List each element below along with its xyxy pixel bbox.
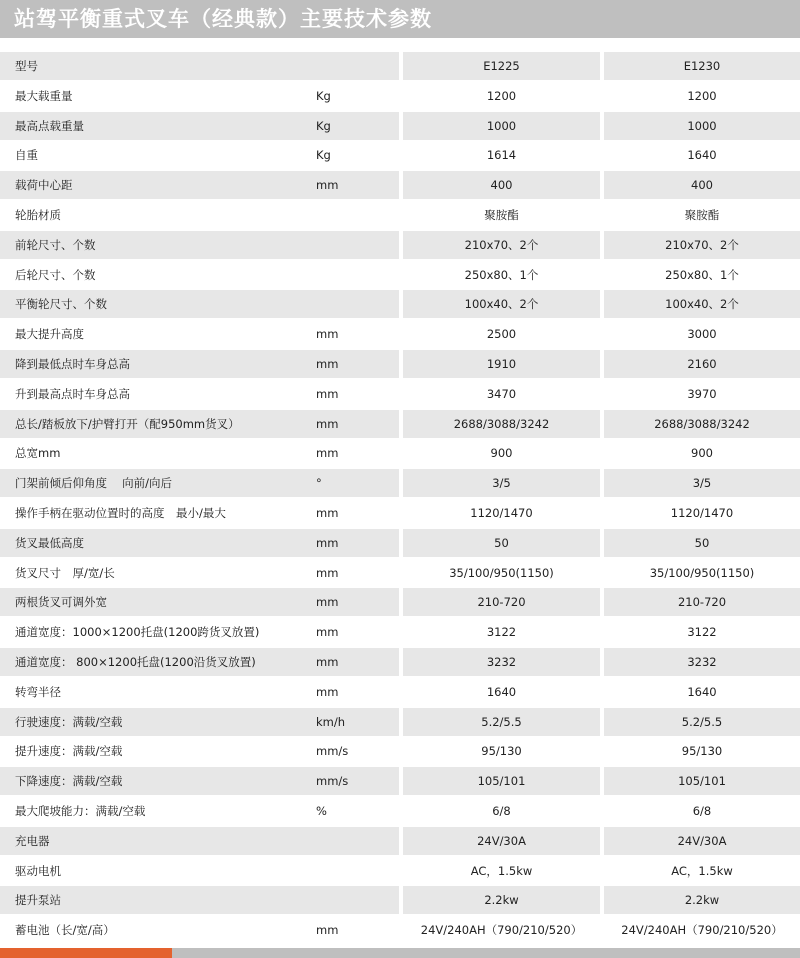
model-2-value-cell: 1640 xyxy=(687,148,717,163)
param-cell: 提升泵站 xyxy=(0,886,399,914)
table-row xyxy=(0,797,800,827)
param-cell: 后轮尺寸、个数 xyxy=(15,267,96,282)
table-row xyxy=(0,886,800,916)
model-1-value-cell: 24V/240AH（790/210/520） xyxy=(420,923,583,938)
model-1-value-cell: 210-720 xyxy=(403,588,600,616)
model-2-value-cell: 3122 xyxy=(687,625,717,640)
param-cell: 通道宽度： 800×1200托盘(1200沿货叉放置) xyxy=(0,648,399,676)
model-1-value-cell: 100x40、2个 xyxy=(403,290,600,318)
model-1-value-cell: 2688/3088/3242 xyxy=(403,410,600,438)
unit-cell xyxy=(0,857,399,885)
table-row xyxy=(0,171,800,201)
table-row xyxy=(0,529,800,559)
table-row xyxy=(0,141,800,171)
spec-table xyxy=(0,52,800,946)
table-row xyxy=(0,737,800,767)
table-row xyxy=(0,469,800,499)
model-1-value-cell: 250x80、1个 xyxy=(464,267,539,282)
model-2-value-cell: 1200 xyxy=(687,88,717,103)
model-1-value-cell: 210x70、2个 xyxy=(403,231,600,259)
param-cell: 载荷中心距 xyxy=(0,171,399,199)
model-2-value-cell: 250x80、1个 xyxy=(665,267,739,282)
model-2-value-cell: 95/130 xyxy=(681,744,723,759)
unit-cell: mm/s xyxy=(316,744,349,759)
model-2-value-cell: 聚胺酯 xyxy=(684,207,720,222)
param-cell: 行驶速度：满载/空载 xyxy=(0,708,399,736)
unit-cell: mm xyxy=(316,565,339,580)
model-1-value-cell: 3232 xyxy=(403,648,600,676)
unit-cell: mm xyxy=(316,684,339,699)
footer-bar xyxy=(0,948,800,958)
model-2-value-cell: 3232 xyxy=(604,648,800,676)
model-1-value-cell: AC，1.5kw xyxy=(470,863,533,878)
unit-cell: Kg xyxy=(316,88,331,103)
unit-cell xyxy=(0,261,399,289)
model-2-value-cell: 210x70、2个 xyxy=(604,231,800,259)
table-row xyxy=(0,201,800,231)
unit-cell: mm xyxy=(316,654,339,669)
param-cell: 总宽mm xyxy=(15,446,61,461)
table-row xyxy=(0,767,800,797)
table-row xyxy=(0,648,800,678)
unit-cell: mm xyxy=(316,535,339,550)
model-1-value-cell: 400 xyxy=(403,171,600,199)
model-1-value-cell: 1000 xyxy=(403,112,600,140)
unit-cell xyxy=(0,290,399,318)
table-row xyxy=(0,320,800,350)
table-row xyxy=(0,439,800,469)
model-2-value-cell: 400 xyxy=(604,171,800,199)
table-row xyxy=(0,916,800,946)
unit-cell xyxy=(0,886,399,914)
param-cell: 前轮尺寸、个数 xyxy=(0,231,399,259)
model-2-value-cell: 2688/3088/3242 xyxy=(604,410,800,438)
unit-cell: mm xyxy=(316,446,339,461)
table-row xyxy=(0,261,800,291)
unit-cell: km/h xyxy=(316,714,346,729)
unit-cell: mm xyxy=(316,386,339,401)
param-cell: 最大载重量 xyxy=(15,88,73,103)
model-2-value-cell: AC，1.5kw xyxy=(671,863,733,878)
param-cell: 最大提升高度 xyxy=(15,327,84,342)
model-1-value-cell: 2500 xyxy=(486,327,517,342)
unit-cell: mm xyxy=(316,923,339,938)
param-cell: 蓄电池（长/宽/高） xyxy=(15,923,115,938)
table-row xyxy=(0,82,800,112)
model-2-value-cell: E1230 xyxy=(604,52,800,80)
table-row xyxy=(0,52,800,82)
model-2-value-cell: 50 xyxy=(604,529,800,557)
param-cell: 降到最低点时车身总高 xyxy=(0,350,399,378)
model-1-value-cell: 1120/1470 xyxy=(470,505,533,520)
table-row xyxy=(0,112,800,142)
model-1-value-cell: 6/8 xyxy=(492,803,511,818)
param-cell: 轮胎材质 xyxy=(15,207,61,222)
model-2-value-cell: 105/101 xyxy=(604,767,800,795)
param-cell: 通道宽度：1000×1200托盘(1200跨货叉放置) xyxy=(15,625,260,640)
model-1-value-cell: 24V/30A xyxy=(403,827,600,855)
param-cell: 最高点载重量 xyxy=(0,112,399,140)
model-2-value-cell: 6/8 xyxy=(692,803,712,818)
model-2-value-cell: 2160 xyxy=(604,350,800,378)
param-cell: 充电器 xyxy=(0,827,399,855)
param-cell: 提升速度：满载/空载 xyxy=(15,744,123,759)
model-2-value-cell: 3/5 xyxy=(604,469,800,497)
param-cell: 平衡轮尺寸、个数 xyxy=(0,290,399,318)
model-1-value-cell: 2.2kw xyxy=(403,886,600,914)
table-row xyxy=(0,559,800,589)
unit-cell xyxy=(0,52,399,80)
model-2-value-cell: 5.2/5.5 xyxy=(604,708,800,736)
table-row xyxy=(0,708,800,738)
model-2-value-cell: 24V/240AH（790/210/520） xyxy=(621,923,783,938)
unit-cell xyxy=(0,231,399,259)
model-1-value-cell: 5.2/5.5 xyxy=(403,708,600,736)
table-row xyxy=(0,410,800,440)
param-cell: 型号 xyxy=(0,52,399,80)
param-cell: 自重 xyxy=(15,148,38,163)
unit-cell: Kg xyxy=(316,148,331,163)
table-row xyxy=(0,290,800,320)
model-1-value-cell: 1910 xyxy=(403,350,600,378)
model-1-value-cell: 900 xyxy=(490,446,513,461)
model-2-value-cell: 24V/30A xyxy=(604,827,800,855)
table-row xyxy=(0,618,800,648)
model-1-value-cell: 3470 xyxy=(486,386,517,401)
param-cell: 货叉最低高度 xyxy=(0,529,399,557)
unit-cell: mm xyxy=(316,625,339,640)
unit-cell: mm xyxy=(316,595,339,610)
model-1-value-cell: 50 xyxy=(403,529,600,557)
param-cell: 两根货叉可调外宽 xyxy=(0,588,399,616)
model-2-value-cell: 1640 xyxy=(687,684,717,699)
param-cell: 升到最高点时车身总高 xyxy=(15,386,130,401)
unit-cell: mm xyxy=(316,327,339,342)
model-2-value-cell: 1120/1470 xyxy=(670,505,734,520)
param-cell: 操作手柄在驱动位置时的高度 最小/最大 xyxy=(15,505,226,520)
table-row xyxy=(0,350,800,380)
model-2-value-cell: 1000 xyxy=(604,112,800,140)
unit-cell: mm/s xyxy=(316,774,349,789)
page-title: 站驾平衡重式叉车（经典款）主要技术参数 xyxy=(0,0,800,38)
unit-cell: % xyxy=(316,803,327,818)
model-1-value-cell: 聚胺酯 xyxy=(484,207,519,222)
unit-cell xyxy=(0,827,399,855)
model-2-value-cell: 3970 xyxy=(687,386,717,401)
unit-cell xyxy=(0,201,399,229)
param-cell: 下降速度：满载/空载 xyxy=(0,767,399,795)
unit-cell: mm xyxy=(316,416,339,431)
table-row xyxy=(0,827,800,857)
model-1-value-cell: 1614 xyxy=(486,148,517,163)
model-1-value-cell: E1225 xyxy=(403,52,600,80)
unit-cell: ° xyxy=(316,476,322,491)
unit-cell: mm xyxy=(316,356,339,371)
model-2-value-cell: 2.2kw xyxy=(604,886,800,914)
footer-accent-bar xyxy=(0,948,172,958)
model-1-value-cell: 105/101 xyxy=(403,767,600,795)
model-1-value-cell: 35/100/950(1150) xyxy=(449,565,554,580)
param-cell: 门架前倾后仰角度 向前/向后 xyxy=(0,469,399,497)
param-cell: 货叉尺寸 厚/宽/长 xyxy=(15,565,115,580)
unit-cell: mm xyxy=(316,178,339,193)
param-cell: 转弯半径 xyxy=(15,684,61,699)
table-row xyxy=(0,380,800,410)
unit-cell: mm xyxy=(316,505,339,520)
model-2-value-cell: 100x40、2个 xyxy=(604,290,800,318)
param-cell: 驱动电机 xyxy=(15,863,61,878)
model-2-value-cell: 900 xyxy=(691,446,713,461)
model-1-value-cell: 95/130 xyxy=(481,744,522,759)
model-2-value-cell: 210-720 xyxy=(604,588,800,616)
model-2-value-cell: 35/100/950(1150) xyxy=(649,565,755,580)
model-1-value-cell: 1200 xyxy=(486,88,517,103)
param-cell: 最大爬坡能力：满载/空载 xyxy=(15,803,146,818)
table-row xyxy=(0,499,800,529)
model-1-value-cell: 3/5 xyxy=(403,469,600,497)
unit-cell: Kg xyxy=(316,118,331,133)
model-1-value-cell: 3122 xyxy=(486,625,517,640)
table-row xyxy=(0,678,800,708)
model-2-value-cell: 3000 xyxy=(687,327,717,342)
table-row xyxy=(0,588,800,618)
table-row xyxy=(0,231,800,261)
param-cell: 总长/踏板放下/护臂打开（配950mm货叉） xyxy=(0,410,399,438)
table-row xyxy=(0,857,800,887)
model-1-value-cell: 1640 xyxy=(486,684,517,699)
